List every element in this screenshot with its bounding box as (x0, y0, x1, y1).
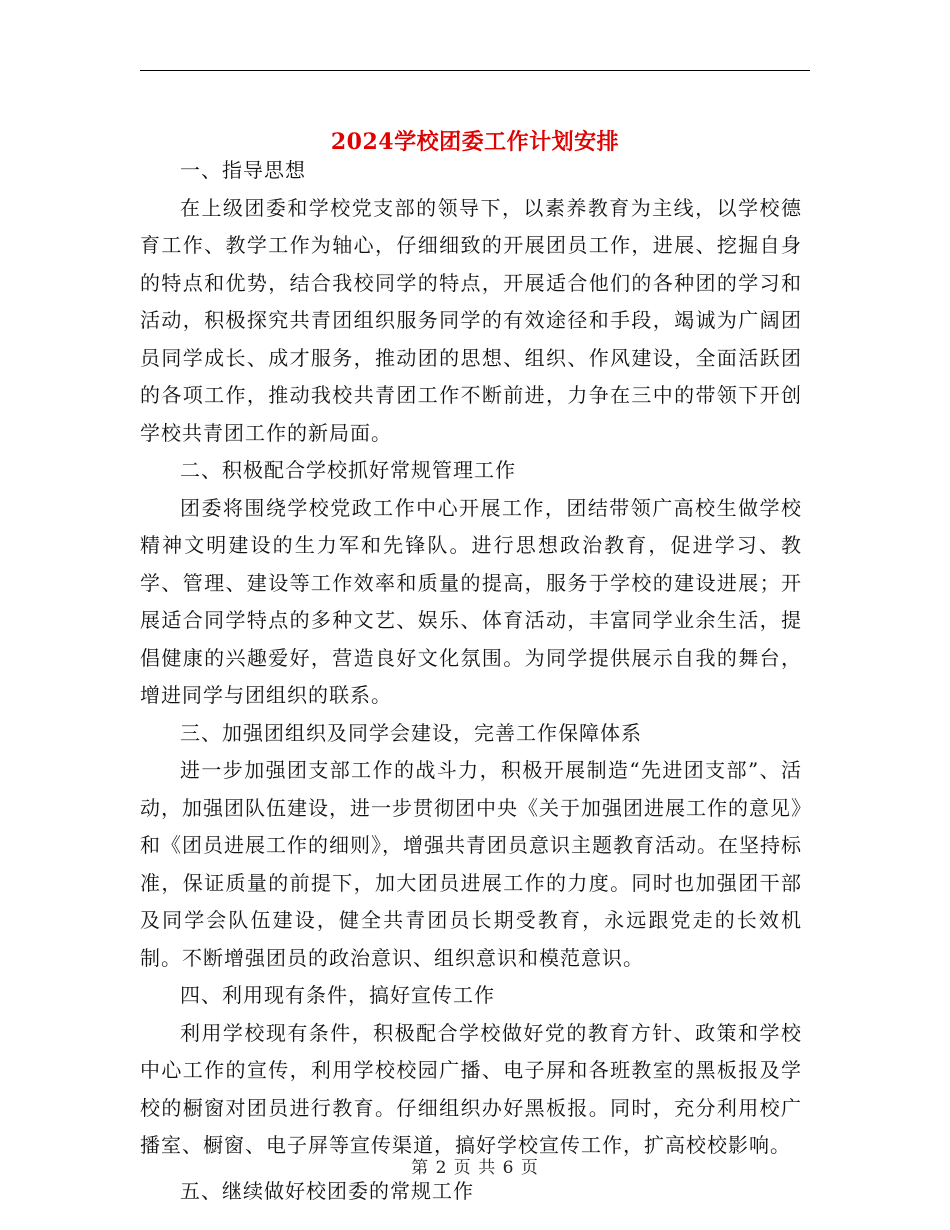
section-heading-1: 一、指导思想 (180, 158, 306, 182)
section-paragraph-2: 团委将围绕学校党政工作中心开展工作，团结带领广高校生做学校精神文明建设的生力军和先锋队。进行思想政治教育，促进学习、教学、管理、建设等工作效率和质量的提高，服务于学校的建设进展；开展适合同学特点的多种文艺、娱乐、体育活动，丰富同学业余生活，提倡健康的兴趣爱好，营造良好文化氛围。为同学提供展示自我的舞台，增进同学与团组织的联系。 (140, 495, 802, 707)
section-paragraph-3: 进一步加强团支部工作的战斗力，积极开展制造“先进团支部”、活动，加强团队伍建设，进一步贯彻团中央《关于加强团进展工作的意见》和《团员进展工作的细则》，增强共青团员意识主题教育活动。在坚持标准，保证质量的前提下，加大团员进展工作的力度。同时也加强团干部及同学会队伍建设，健全共青团员长期受教育，永远跟党走的长效机制。不断增强团员的政治意识、组织意识和模范意识。 (140, 758, 802, 970)
section-heading-5: 五、继续做好校团委的常规工作 (180, 1178, 474, 1203)
section-paragraph-1: 在上级团委和学校党支部的领导下，以素养教育为主线，以学校德育工作、教学工作为轴心，仔细细致的开展团员工作，进展、挖掘自身的特点和优势，结合我校同学的特点，开展适合他们的各种团的学习和活动，积极探究共青团组织服务同学的有效途径和手段，竭诚为广阔团员同学成长、成才服务，推动团的思想、组织、作风建设，全面活跃团的各项工作，推动我校共青团工作不断前进，力争在三中的带领下开创学校共青团工作的新局面。 (140, 195, 802, 445)
section-paragraph-4: 利用学校现有条件，积极配合学校做好党的教育方针、政策和学校中心工作的宣传，利用学校校园广播、电子屏和各班教室的黑板报及学校的橱窗对团员进行教育。仔细组织办好黑板报。同时，充分利用校广播室、橱窗、电子屏等宣传渠道，搞好学校宣传工作，扩高校校影响。 (140, 1020, 802, 1157)
section-heading-4: 四、利用现有条件，搞好宣传工作 (180, 983, 495, 1007)
page-number-footer: 第 2 页 共 6 页 (411, 1158, 539, 1178)
document-title: 2024学校团委工作计划安排 (330, 128, 620, 155)
section-heading-2: 二、积极配合学校抓好常规管理工作 (180, 458, 516, 482)
document-body (140, 152, 802, 1210)
section-heading-3: 三、加强团组织及同学会建设，完善工作保障体系 (180, 720, 642, 745)
header-rule (140, 70, 810, 71)
